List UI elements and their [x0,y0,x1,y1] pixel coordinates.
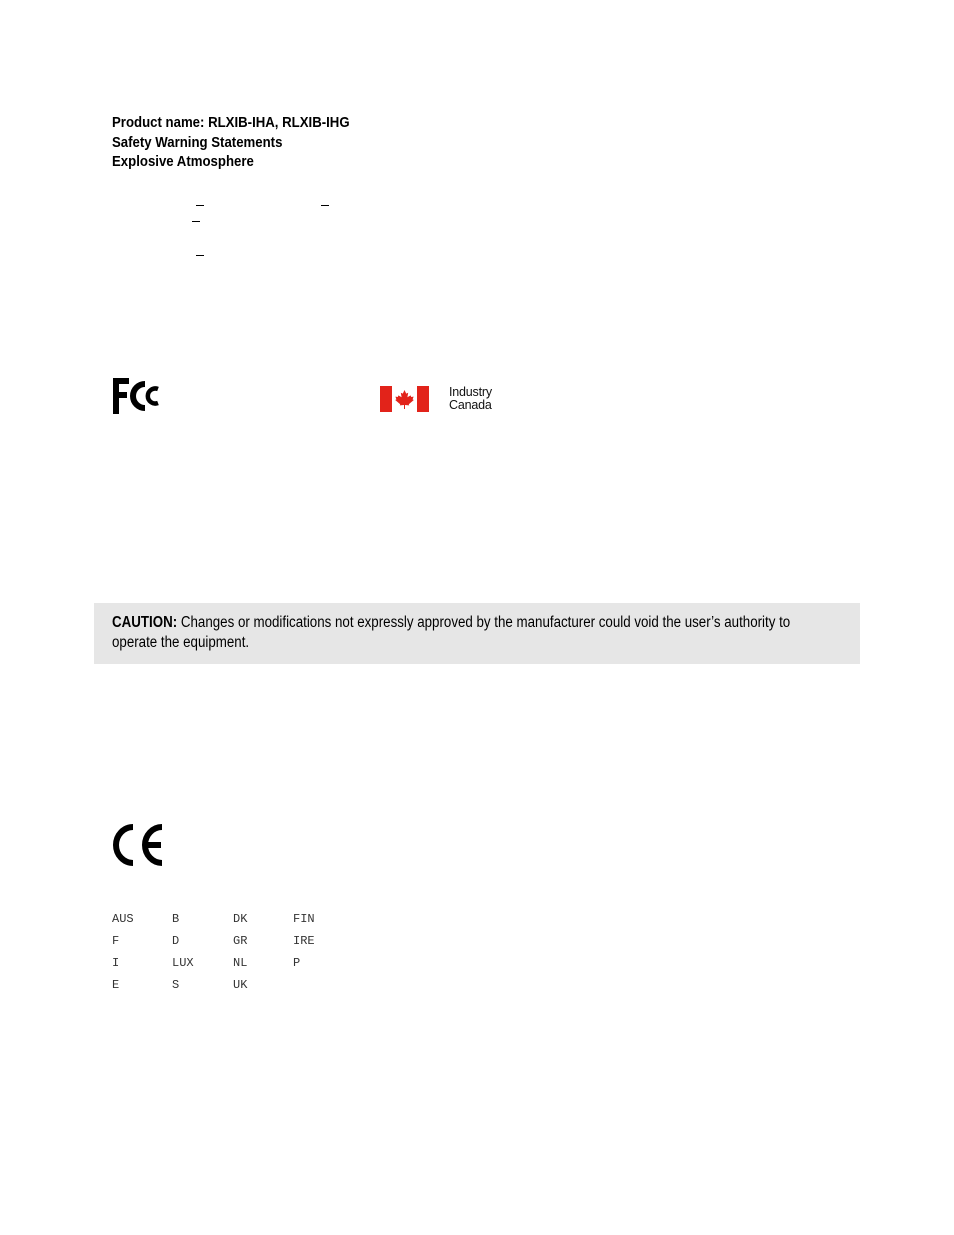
country-code: LUX [172,956,194,970]
text-dash-mark [321,205,329,206]
country-code: UK [233,978,248,992]
text-dash-mark [192,221,200,222]
country-code: GR [233,934,248,948]
country-code: P [293,956,301,970]
country-row [112,908,353,930]
product-name: Product name: RLXIB-IHA, RLXIB-IHG [112,114,350,131]
country-row [112,952,353,974]
country-code: DK [233,912,248,926]
ce-mark-icon [112,823,166,867]
country-code: S [172,978,180,992]
country-code: FIN [293,912,315,926]
country-code: IRE [293,934,315,948]
country-code: D [172,934,180,948]
country-code: E [112,978,120,992]
canada-flag-icon [380,386,429,412]
text-dash-mark [196,255,204,256]
safety-warning-title: Safety Warning Statements [112,133,283,151]
fcc-logo-icon [112,377,164,415]
industry-canada-line1: Industry [449,385,492,399]
caution-label: CAUTION: [112,614,178,631]
industry-canada-line2: Canada [449,398,492,412]
country-row [112,930,353,952]
caution-box [94,603,860,664]
country-code: NL [233,956,248,970]
country-row [112,974,353,996]
country-code: F [112,934,120,948]
caution-message: Changes or modifications not expressly approved by the manufacturer could void the user’s authority to operate the equipment. [112,614,791,651]
country-code: I [112,956,120,970]
country-list [112,908,353,996]
caution-text [112,613,834,653]
country-code: B [172,912,180,926]
heading-block [112,113,382,172]
country-code: AUS [112,912,134,926]
explosive-atmosphere-title: Explosive Atmosphere [112,153,254,170]
text-dash-mark [196,205,204,206]
industry-canada-wordmark [449,386,492,412]
